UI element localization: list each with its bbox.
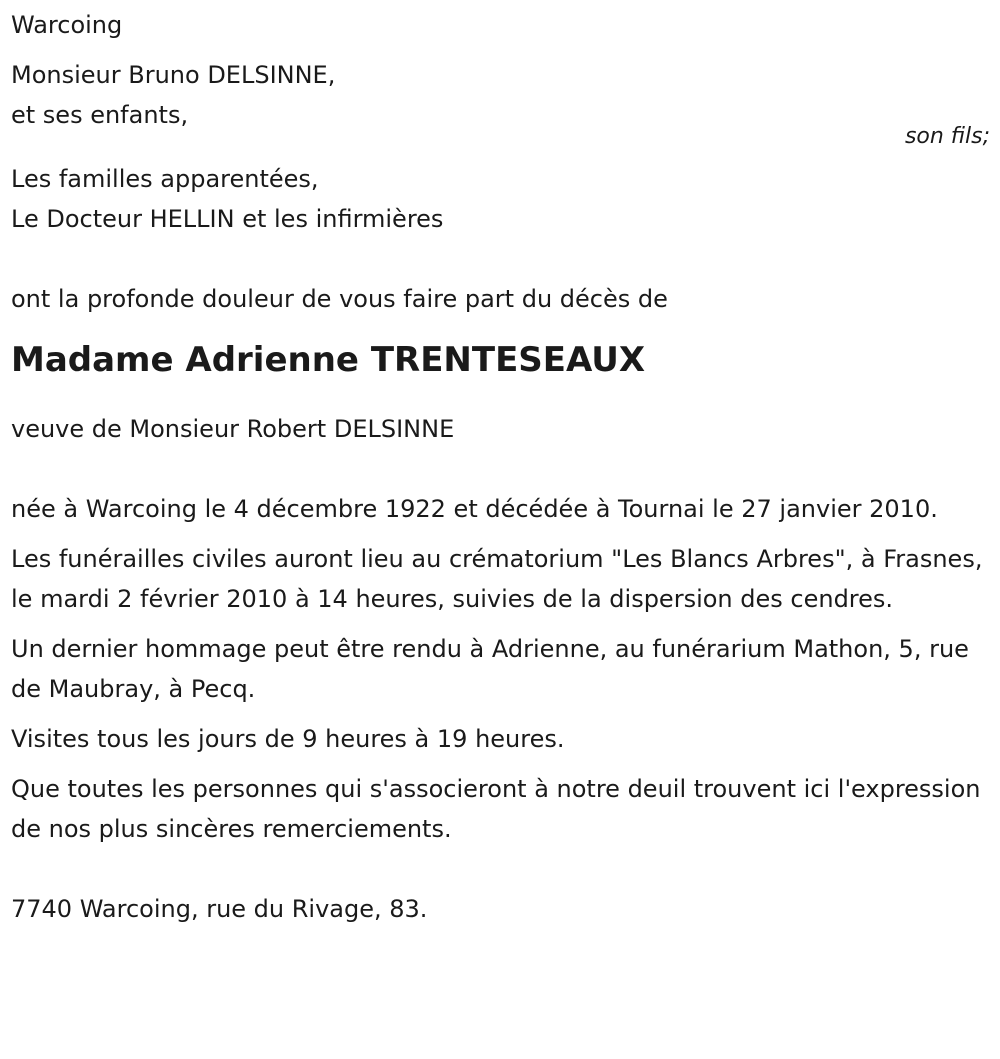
obituary-notice [11,5,986,929]
deceased-name: Madame Adrienne TRENTESEAUX [11,340,646,380]
thanks-paragraph: Que toutes les personnes qui s'associeront à notre deuil trouvent ici l'expression de nos plus sincères remerciements. [11,775,981,843]
spacer [11,135,986,159]
family-member-4: Le Docteur HELLIN et les infirmières [11,205,444,233]
family-member-1: Monsieur Bruno DELSINNE, [11,61,336,89]
funeral-paragraph: Les funérailles civiles auront lieu au crématorium "Les Blancs Arbres", à Frasnes, le mardi 2 février 2010 à 14 heures, suivies de la dispersion des cendres. [11,545,983,613]
family-member-3: Les familles apparentées, [11,165,319,193]
town-name: Warcoing [11,11,123,39]
visits-paragraph: Visites tous les jours de 9 heures à 19 heures. [11,725,565,753]
widow-of-text: veuve de Monsieur Robert DELSINNE [11,415,455,443]
spacer [11,859,986,889]
spacer [11,45,986,55]
announcement-text: ont la profonde douleur de vous faire part du décès de [11,285,668,313]
homage-paragraph: Un dernier hommage peut être rendu à Adrienne, au funérarium Mathon, 5, rue de Maubray, à Pecq. [11,635,969,703]
family-member-2: et ses enfants, [11,101,189,129]
birth-death-paragraph: née à Warcoing le 4 décembre 1922 et décédée à Tournai le 27 janvier 2010. [11,495,938,523]
spacer [11,449,986,489]
spacer [11,239,986,279]
address-text: 7740 Warcoing, rue du Rivage, 83. [11,895,428,923]
relation-note: son fils; [904,124,990,149]
